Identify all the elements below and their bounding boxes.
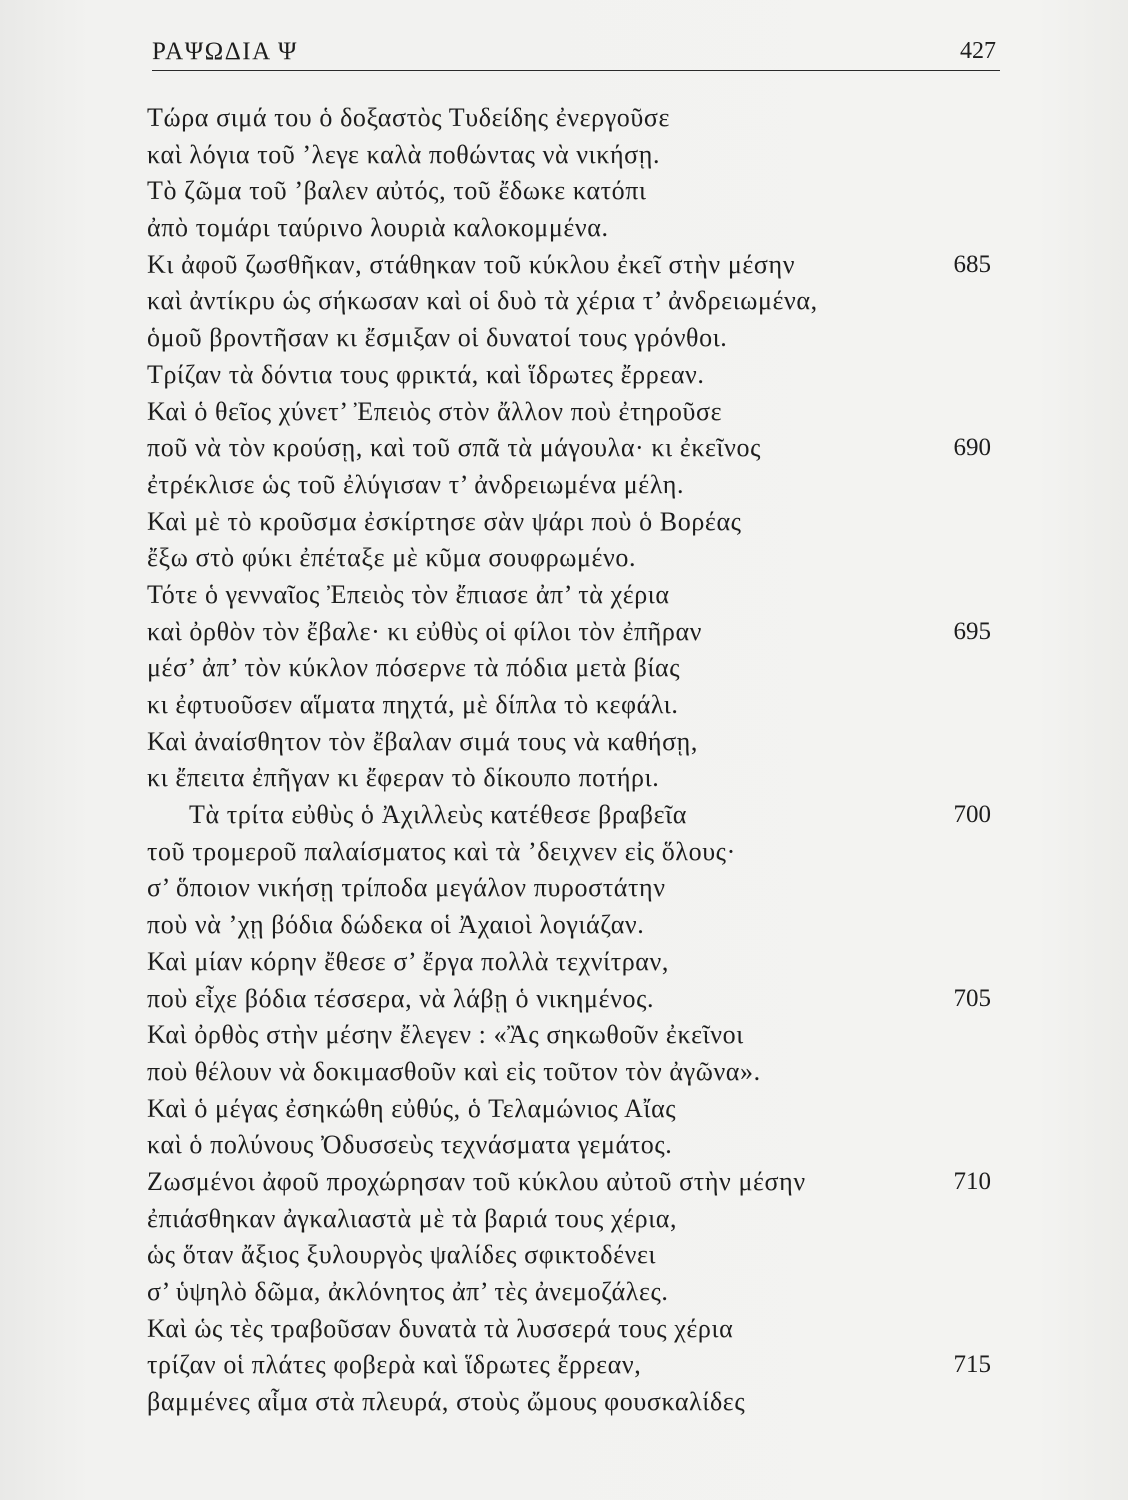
verse-line xyxy=(147,1347,997,1384)
verse-line xyxy=(147,137,997,174)
verse-text: Καὶ ὡς τὲς τραβοῦσαν δυνατὰ τὰ λυσσερά τους χέρια xyxy=(147,1313,734,1343)
verse-text: Καὶ μίαν κόρην ἔθεσε σ’ ἔργα πολλὰ τεχνίτραν, xyxy=(147,946,669,976)
verse-text: καὶ ὀρθὸν τὸν ἔβαλε· κι εὐθὺς οἱ φίλοι τὸν ἐπῆραν xyxy=(147,616,703,646)
verse-line xyxy=(147,760,997,797)
verse-text: σ’ ὅποιον νικήσῃ τρίποδα μεγάλον πυροστάτην xyxy=(147,873,666,903)
verse-text: καὶ ὁ πολύνους Ὀδυσσεὺς τεχνάσματα γεμάτος. xyxy=(147,1130,673,1160)
verse-text: Τώρα σιμά του ὁ δοξαστὸς Τυδείδης ἐνεργοῦσε xyxy=(147,103,670,132)
verse-line xyxy=(147,467,997,504)
verse-line xyxy=(147,724,997,761)
verse-line xyxy=(147,1127,997,1164)
line-number: 695 xyxy=(953,617,991,645)
verse-text: Τὰ τρίτα εὐθὺς ὁ Ἀχιλλεὺς κατέθεσε βραβεῖα xyxy=(189,800,687,830)
verse-text: Κι ἀφοῦ ζωσθῆκαν, στάθηκαν τοῦ κύκλου ἐκεῖ στὴν μέσην xyxy=(147,249,796,279)
verse-line xyxy=(147,1384,997,1421)
line-number: 700 xyxy=(953,801,991,829)
verse-text: καὶ ἀντίκρυ ὡς σήκωσαν καὶ οἱ δυὸ τὰ χέρια τ’ ἀνδρειωμένα, xyxy=(147,286,818,316)
verse-line xyxy=(147,1311,997,1348)
verse-text: τρίζαν οἱ πλάτες φοβερὰ καὶ ἵδρωτες ἔρρεαν, xyxy=(147,1350,642,1380)
verse-line xyxy=(147,357,997,394)
verse-line xyxy=(147,283,997,320)
poem-text xyxy=(147,100,997,1421)
verse-text: Καὶ ὀρθὸς στὴν μέσην ἔλεγεν : «Ἂς σηκωθοῦν ἐκεῖνοι xyxy=(147,1020,744,1050)
verse-line xyxy=(147,100,997,137)
verse-line xyxy=(147,650,997,687)
verse-text: σ’ ὑψηλὸ δῶμα, ἀκλόνητος ἀπ’ τὲς ἀνεμοζάλες. xyxy=(147,1277,669,1306)
verse-line xyxy=(147,1201,997,1238)
verse-line xyxy=(147,504,997,541)
verse-line xyxy=(147,1054,997,1091)
verse-text: ὁμοῦ βροντῆσαν κι ἔσμιξαν οἱ δυνατοί τους γρόνθοι. xyxy=(147,323,728,353)
verse-line xyxy=(147,247,997,284)
verse-text: ἀπὸ τομάρι ταύρινο λουριὰ καλοκομμένα. xyxy=(147,213,609,243)
line-number: 715 xyxy=(953,1351,991,1379)
verse-text: ἔξω στὸ φύκι ἐπέταξε μὲ κῦμα σουφρωμένο. xyxy=(147,543,637,573)
verse-text: κι ἔπειτα ἐπῆγαν κι ἔφεραν τὸ δίκουπο ποτήρι. xyxy=(147,763,660,793)
verse-line xyxy=(147,614,997,651)
verse-line xyxy=(147,1164,997,1201)
verse-line xyxy=(147,210,997,247)
verse-text: Καὶ ὁ μέγας ἐσηκώθη εὐθύς, ὁ Τελαμώνιος Αἴας xyxy=(147,1093,677,1123)
verse-line xyxy=(147,687,997,724)
verse-line xyxy=(147,577,997,614)
verse-line xyxy=(147,944,997,981)
verse-text: Τότε ὁ γενναῖος Ἐπειὸς τὸν ἔπιασε ἀπ’ τὰ χέρια xyxy=(147,579,670,609)
verse-line xyxy=(147,1274,997,1311)
verse-line xyxy=(147,1091,997,1128)
verse-text: ἐτρέκλισε ὡς τοῦ ἐλύγισαν τ’ ἀνδρειωμένα μέλη. xyxy=(147,469,685,499)
verse-line xyxy=(147,870,997,907)
verse-text: Ζωσμένοι ἀφοῦ προχώρησαν τοῦ κύκλου αὐτοῦ στὴν μέσην xyxy=(147,1166,806,1196)
verse-line xyxy=(147,540,997,577)
verse-line xyxy=(147,320,997,357)
verse-text: ποῦ νὰ τὸν κρούσῃ, καὶ τοῦ σπᾶ τὰ μάγουλα· κι ἐκεῖνος xyxy=(147,433,761,463)
line-number: 705 xyxy=(953,984,991,1012)
verse-text: μέσ’ ἀπ’ τὸν κύκλον πόσερνε τὰ πόδια μετὰ βίας xyxy=(147,653,681,683)
verse-text: Τρίζαν τὰ δόντια τους φρικτά, καὶ ἵδρωτες ἔρρεαν. xyxy=(147,359,705,389)
verse-text: ποὺ νὰ ’χῃ βόδια δώδεκα οἱ Ἀχαιοὶ λογιάζαν. xyxy=(147,910,645,940)
page-number: 427 xyxy=(960,38,996,64)
verse-text: Καὶ μὲ τὸ κροῦσμα ἐσκίρτησε σὰν ψάρι ποὺ ὁ Βορέας xyxy=(147,506,742,536)
verse-text: ὡς ὅταν ἄξιος ξυλουργὸς ψαλίδες σφικτοδένει xyxy=(147,1240,657,1270)
verse-line xyxy=(147,981,997,1018)
verse-line xyxy=(147,1237,997,1274)
verse-text: Καὶ ἀναίσθητον τὸν ἔβαλαν σιμά τους νὰ καθήσῃ, xyxy=(147,726,698,756)
line-number: 690 xyxy=(953,434,991,462)
verse-text: βαμμένες αἷμα στὰ πλευρά, στοὺς ὤμους φουσκαλίδες xyxy=(147,1387,746,1417)
verse-text: κι ἐφτυοῦσεν αἵματα πηχτά, μὲ δίπλα τὸ κεφάλι. xyxy=(147,690,679,719)
verse-text: καὶ λόγια τοῦ ’λεγε καλὰ ποθώντας νὰ νικήσῃ. xyxy=(147,139,661,169)
verse-line xyxy=(147,1017,997,1054)
page-header xyxy=(152,30,1000,71)
verse-text: Καὶ ὁ θεῖος χύνετ’ Ἐπειὸς στὸν ἄλλον ποὺ ἐτηροῦσε xyxy=(147,396,723,426)
verse-text: ποὺ εἶχε βόδια τέσσερα, νὰ λάβῃ ὁ νικημένος. xyxy=(147,983,655,1013)
line-number: 685 xyxy=(953,250,991,278)
verse-line xyxy=(147,394,997,431)
verse-line xyxy=(147,834,997,871)
verse-text: Τὸ ζῶμα τοῦ ’βαλεν αὐτός, τοῦ ἔδωκε κατόπι xyxy=(147,176,647,206)
verse-line xyxy=(147,797,997,834)
verse-text: ποὺ θέλουν νὰ δοκιμασθοῦν καὶ εἰς τοῦτον τὸν ἀγῶνα». xyxy=(147,1056,761,1086)
verse-line xyxy=(147,173,997,210)
running-head: ΡΑΨΩΔΙΑ Ψ xyxy=(152,38,298,65)
verse-line xyxy=(147,430,997,467)
verse-line xyxy=(147,907,997,944)
line-number: 710 xyxy=(953,1167,991,1195)
verse-text: τοῦ τρομεροῦ παλαίσματος καὶ τὰ ’δειχνεν εἰς ὅλους· xyxy=(147,836,736,866)
verse-text: ἐπιάσθηκαν ἀγκαλιαστὰ μὲ τὰ βαριά τους χέρια, xyxy=(147,1203,678,1233)
